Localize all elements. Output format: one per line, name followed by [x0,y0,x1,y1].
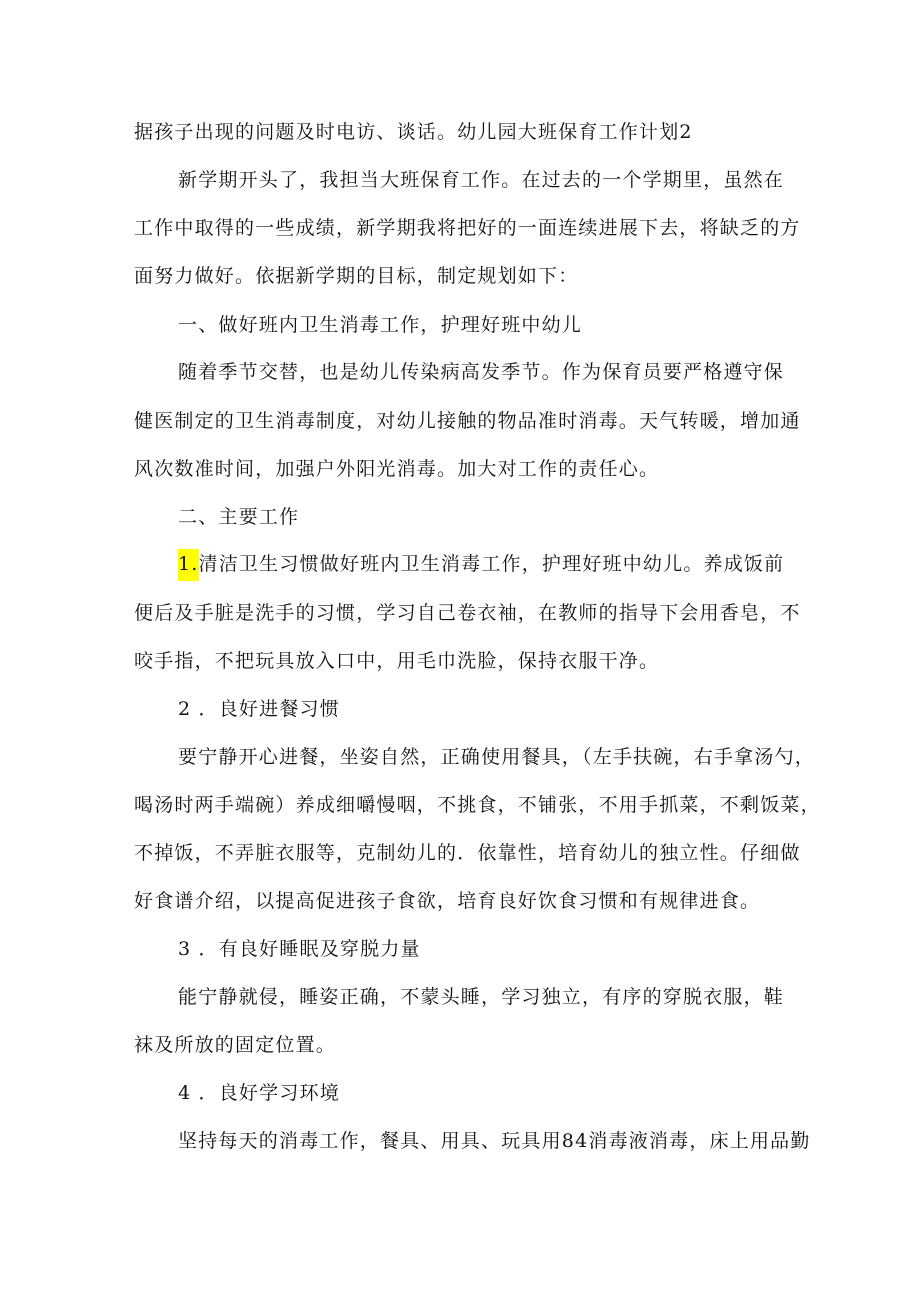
section-heading: 一、做好班内卫生消毒工作，护理好班中幼儿 [178,314,583,336]
item-1-text: 清洁卫生习惯做好班内卫生消毒工作，护理好班中幼儿。养成饭前 [198,553,785,575]
text-line: 好食谱介绍，以提高促进孩子食欲，培育良好饮食习惯和有规律进食。 [134,890,761,912]
item-heading: 4 ．良好学习环境 [178,1082,340,1104]
item-heading: 3 ．有良好睡眠及穿脱力量 [178,938,421,960]
text-line: 坚持每天的消毒工作，餐具、用具、玩具用84消毒液消毒，床上用品勤 [178,1130,811,1152]
text-line: 工作中取得的一些成绩，新学期我将把好的一面连续进展下去，将缺乏的方 [134,217,801,239]
text-line: 随着季节交替，也是幼儿传染病高发季节。作为保育员要严格遵守保 [178,361,785,383]
item-1-line [178,550,784,578]
text-line: 要宁静开心进餐，坐姿自然，正确使用餐具，（左手扶碗，右手拿汤勺， [178,746,815,768]
text-line: 据孩子出现的问题及时电访、谈话。幼儿园大班保育工作计划2 [134,121,693,143]
section-heading: 二、主要工作 [178,506,300,528]
text-line: 新学期开头了，我担当大班保育工作。在过去的一个学期里，虽然在 [178,169,785,191]
text-line: 健医制定的卫生消毒制度，对幼儿接触的物品准时消毒。天气转暖，增加通 [134,410,801,432]
text-line: 便后及手脏是洗手的习惯，学习自己卷衣袖，在教师的指导下会用香皂，不 [134,602,801,624]
text-line: 不掉饭，不弄脏衣服等，克制幼儿的．依靠性，培育幼儿的独立性。仔细做 [134,842,801,864]
text-line: 面努力做好。依据新学期的目标，制定规划如下： [134,265,579,287]
text-line: 袜及所放的固定位置。 [134,1034,337,1056]
item-number-highlight: 1. [178,549,199,581]
text-line: 风次数准时间，加强户外阳光消毒。加大对工作的责任心。 [134,458,660,480]
text-line: 咬手指，不把玩具放入口中，用毛巾洗脸，保持衣服干净。 [134,650,660,672]
text-line: 能宁静就侵，睡姿正确，不蒙头睡，学习独立，有序的穿脱衣服，鞋 [178,986,785,1008]
text-line: 喝汤时两手端碗）养成细嚼慢咽，不挑食，不铺张，不用手抓菜，不剩饭菜， [134,794,821,816]
item-heading: 2 ．良好进餐习惯 [178,698,340,720]
